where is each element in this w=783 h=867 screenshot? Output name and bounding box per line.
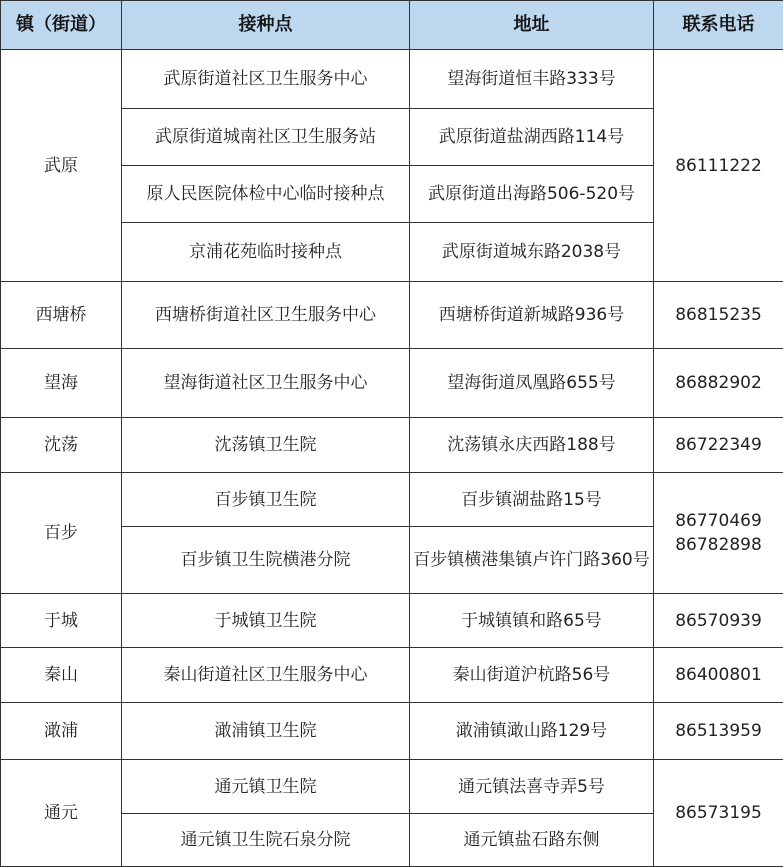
address-cell: 澉浦镇澉山路129号 (410, 703, 654, 760)
site-cell: 百步镇卫生院 (122, 473, 410, 527)
phone-number: 86573195 (656, 801, 781, 825)
phone-cell (654, 418, 783, 473)
address-cell: 武原街道盐湖西路114号 (410, 109, 654, 166)
site-cell: 通元镇卫生院石泉分院 (122, 814, 410, 867)
table-row (1, 349, 783, 418)
town-cell: 于城 (1, 594, 122, 648)
site-cell: 沈荡镇卫生院 (122, 418, 410, 473)
address-cell: 于城镇镇和路65号 (410, 594, 654, 648)
town-cell: 百步 (1, 473, 122, 594)
address-cell: 沈荡镇永庆西路188号 (410, 418, 654, 473)
table-row (1, 418, 783, 473)
site-cell: 京浦花苑临时接种点 (122, 223, 410, 282)
town-cell: 秦山 (1, 648, 122, 703)
table-row (1, 760, 783, 814)
address-cell: 武原街道城东路2038号 (410, 223, 654, 282)
table-row (1, 594, 783, 648)
phone-cell (654, 594, 783, 648)
town-cell: 武原 (1, 50, 122, 282)
header-town: 镇（街道） (1, 1, 122, 50)
site-cell: 武原街道社区卫生服务中心 (122, 50, 410, 109)
address-cell: 百步镇湖盐路15号 (410, 473, 654, 527)
phone-number: 86815235 (656, 303, 781, 327)
site-cell: 原人民医院体检中心临时接种点 (122, 166, 410, 223)
address-cell: 西塘桥街道新城路936号 (410, 282, 654, 349)
site-cell: 西塘桥街道社区卫生服务中心 (122, 282, 410, 349)
town-cell: 西塘桥 (1, 282, 122, 349)
site-cell: 通元镇卫生院 (122, 760, 410, 814)
phone-cell (654, 349, 783, 418)
phone-number: 86782898 (656, 533, 781, 557)
address-cell: 望海街道恒丰路333号 (410, 50, 654, 109)
address-cell: 秦山街道沪杭路56号 (410, 648, 654, 703)
town-cell: 通元 (1, 760, 122, 867)
phone-cell (654, 648, 783, 703)
header-address: 地址 (410, 1, 654, 50)
site-cell: 澉浦镇卫生院 (122, 703, 410, 760)
site-cell: 百步镇卫生院横港分院 (122, 527, 410, 594)
address-cell: 百步镇横港集镇卢许门路360号 (410, 527, 654, 594)
phone-cell (654, 282, 783, 349)
town-cell: 澉浦 (1, 703, 122, 760)
phone-number: 86882902 (656, 371, 781, 395)
town-cell: 望海 (1, 349, 122, 418)
address-cell: 武原街道出海路506-520号 (410, 166, 654, 223)
table-row (1, 282, 783, 349)
phone-number: 86770469 (656, 509, 781, 533)
table-row (1, 648, 783, 703)
phone-number: 86513959 (656, 719, 781, 743)
address-cell: 望海街道凤凰路655号 (410, 349, 654, 418)
address-cell: 通元镇法喜寺弄5号 (410, 760, 654, 814)
site-cell: 望海街道社区卫生服务中心 (122, 349, 410, 418)
site-cell: 秦山街道社区卫生服务中心 (122, 648, 410, 703)
table-header-row (1, 1, 783, 50)
site-cell: 武原街道城南社区卫生服务站 (122, 109, 410, 166)
table-row (1, 50, 783, 109)
phone-number: 86111222 (656, 154, 781, 178)
phone-number: 86722349 (656, 433, 781, 457)
header-site: 接种点 (122, 1, 410, 50)
phone-cell (654, 50, 783, 282)
phone-cell (654, 703, 783, 760)
phone-number: 86400801 (656, 663, 781, 687)
town-cell: 沈荡 (1, 418, 122, 473)
site-cell: 于城镇卫生院 (122, 594, 410, 648)
phone-number: 86570939 (656, 609, 781, 633)
table-row (1, 703, 783, 760)
address-cell: 通元镇盐石路东侧 (410, 814, 654, 867)
table-row (1, 473, 783, 527)
header-phone: 联系电话 (654, 1, 783, 50)
phone-cell (654, 760, 783, 867)
phone-cell (654, 473, 783, 594)
